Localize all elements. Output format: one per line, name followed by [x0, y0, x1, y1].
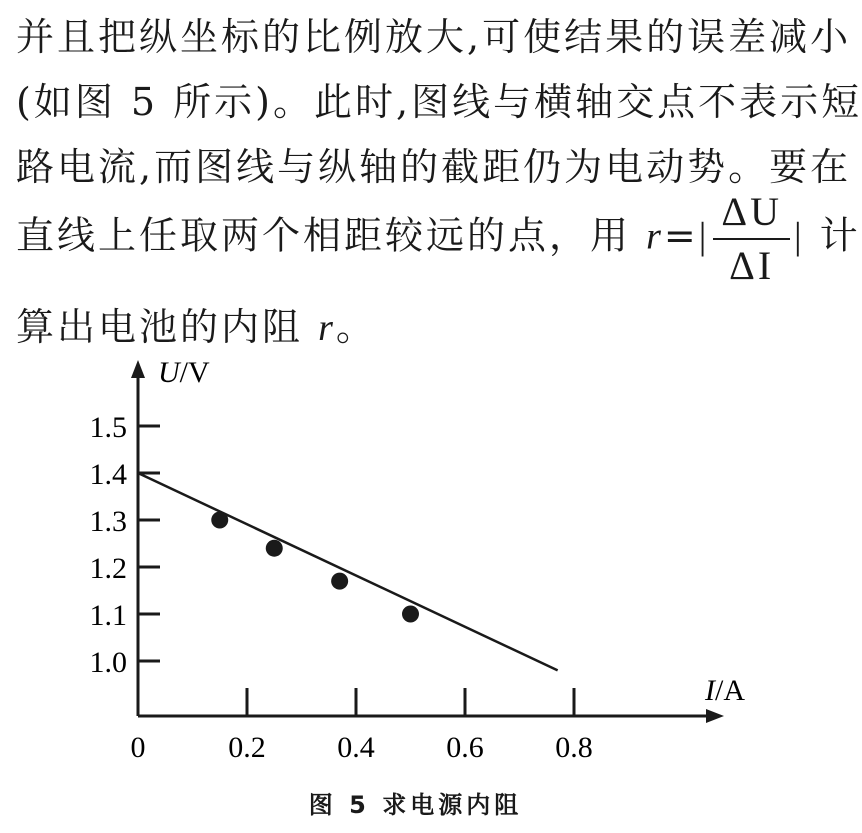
text-line-4-suffix: 计 [804, 213, 861, 258]
data-point [266, 540, 283, 557]
axes [131, 356, 745, 723]
resistance-symbol: r [646, 215, 664, 258]
x-axis-arrow [706, 709, 724, 723]
x-tick-label: 0.2 [228, 731, 266, 764]
text-line-5-suffix: 。 [335, 305, 377, 349]
fraction-numerator: ΔU [713, 192, 790, 240]
data-point [211, 512, 228, 529]
x-tick-label: 0.8 [555, 731, 593, 764]
text-line-5-prefix: 算出电池的内阻 [16, 305, 319, 349]
data-point [331, 573, 348, 590]
y-tick-label: 1.4 [89, 458, 127, 491]
text-line-2: (如图 5 所示)。此时,图线与横轴交点不表示短 [16, 80, 862, 124]
y-tick-label: 1.2 [89, 552, 127, 585]
x-tick-label: 0.6 [446, 731, 484, 764]
fit-line-group [138, 473, 558, 670]
text-line-1: 并且把纵坐标的比例放大,可使结果的误差减小 [16, 15, 852, 59]
fraction-denominator: ΔI [729, 243, 775, 288]
equals-sign: = [663, 213, 699, 258]
origin-label: 0 [130, 731, 146, 764]
x-axis-label: I/A [705, 674, 745, 707]
data-point [402, 606, 419, 623]
text-line-3: 路电流,而图线与纵轴的截距仍为电动势。要在 [16, 145, 852, 189]
y-tick-label: 1.5 [89, 411, 127, 444]
y-axis-arrow [131, 360, 145, 378]
y-tick-label: 1.1 [89, 599, 127, 632]
figure-caption: 图 5 求电源内阻 [308, 791, 523, 819]
y-tick-label: 1.0 [89, 646, 127, 679]
text-line-4-prefix: 直线上任取两个相距较远的点，用 [16, 213, 647, 258]
data-points [211, 512, 419, 623]
abs-bar-left: | [698, 215, 710, 258]
x-tick-label: 0.4 [337, 731, 375, 764]
fit-line [138, 473, 558, 670]
y-axis-label: U/V [158, 356, 210, 389]
abs-bar-right: | [793, 215, 805, 258]
resistance-symbol-2: r [318, 307, 336, 349]
y-tick-label: 1.3 [89, 505, 127, 538]
